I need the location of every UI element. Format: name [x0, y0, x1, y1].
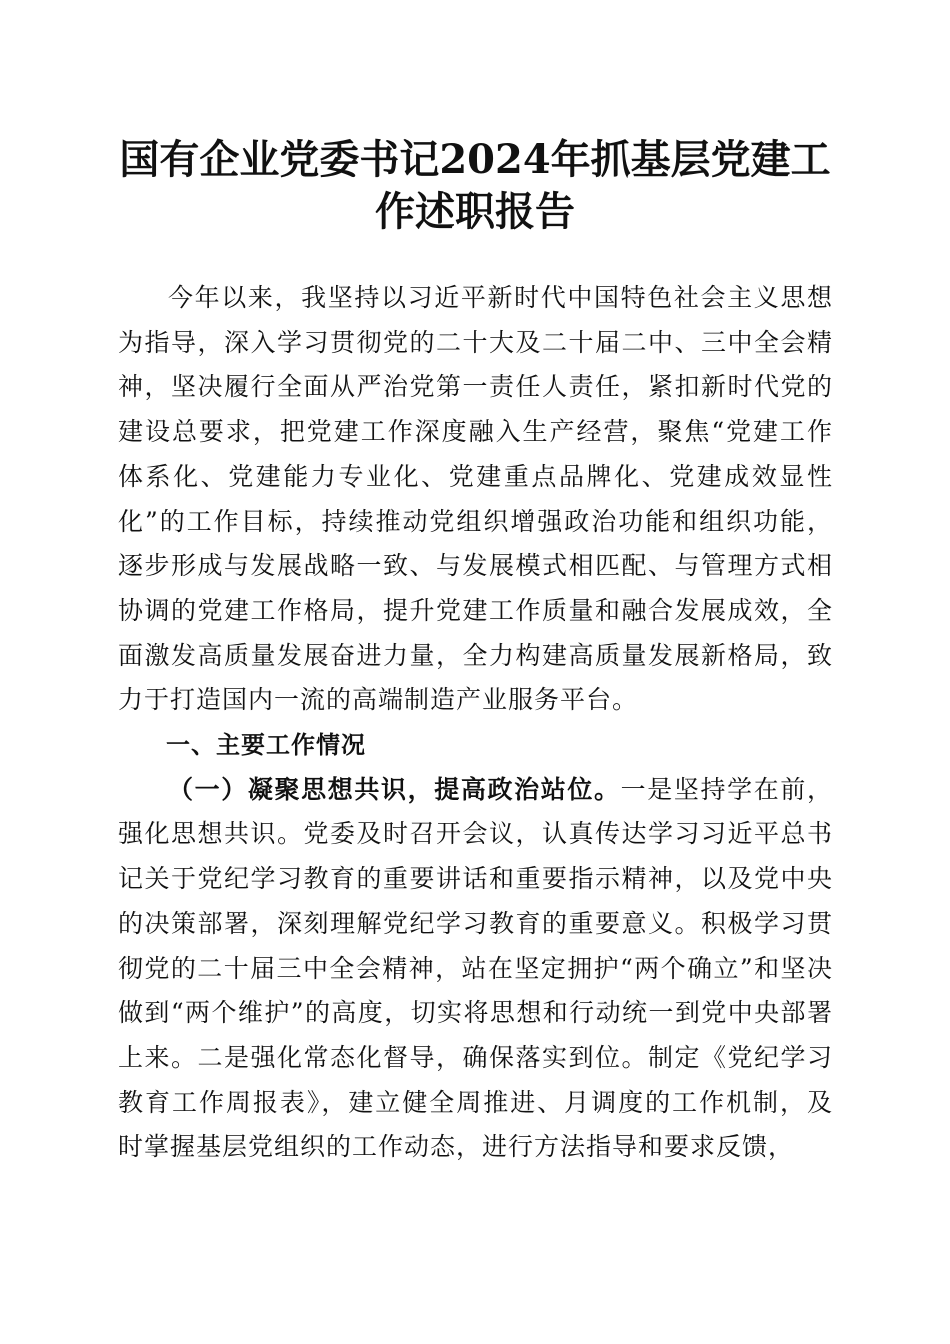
- subsection-heading: （一）凝聚思想共识，提高政治站位。: [168, 774, 621, 804]
- section-heading: 一、主要工作情况: [166, 731, 366, 760]
- subsection-paragraph: [118, 768, 833, 1170]
- intro-paragraph: 今年以来，我坚持以习近平新时代中国特色社会主义思想为指导，深入学习贯彻党的二十大及二十届二中、三中全会精神，坚决履行全面从严治党第一责任人责任，紧扣新时代党的建设总要求，把党建工作深度融入生产经营，聚焦“党建工作体系化、党建能力专业化、党建重点品牌化、党建成效显性化”的工作目标，持续推动党组织增强政治功能和组织功能，逐步形成与发展战略一致、与发展模式相匹配、与管理方式相协调的党建工作格局，提升党建工作质量和融合发展成效，全面激发高质量发展奋进力量，全力构建高质量发展新格局，致力于打造国内一流的高端制造产业服务平台。: [118, 283, 833, 715]
- document-title: 国有企业党委书记2024年抓基层党建工作述职报告: [119, 136, 831, 235]
- subsection-body: 一是坚持学在前，强化思想共识。党委及时召开会议，认真传达学习习近平总书记关于党纪学习教育的重要讲话和重要指示精神，以及党中央的决策部署，深刻理解党纪学习教育的重要意义。积极学习贯彻党的二十届三中全会精神，站在坚定拥护“两个确立”和坚决做到“两个维护”的高度，切实将思想和行动统一到党中央部署上来。二是强化常态化督导，确保落实到位。制定《党纪学习教育工作周报表》，建立健全周推进、月调度的工作机制，及时掌握基层党组织的工作动态，进行方法指导和要求反馈，: [118, 774, 833, 1162]
- document-body: [118, 276, 833, 1170]
